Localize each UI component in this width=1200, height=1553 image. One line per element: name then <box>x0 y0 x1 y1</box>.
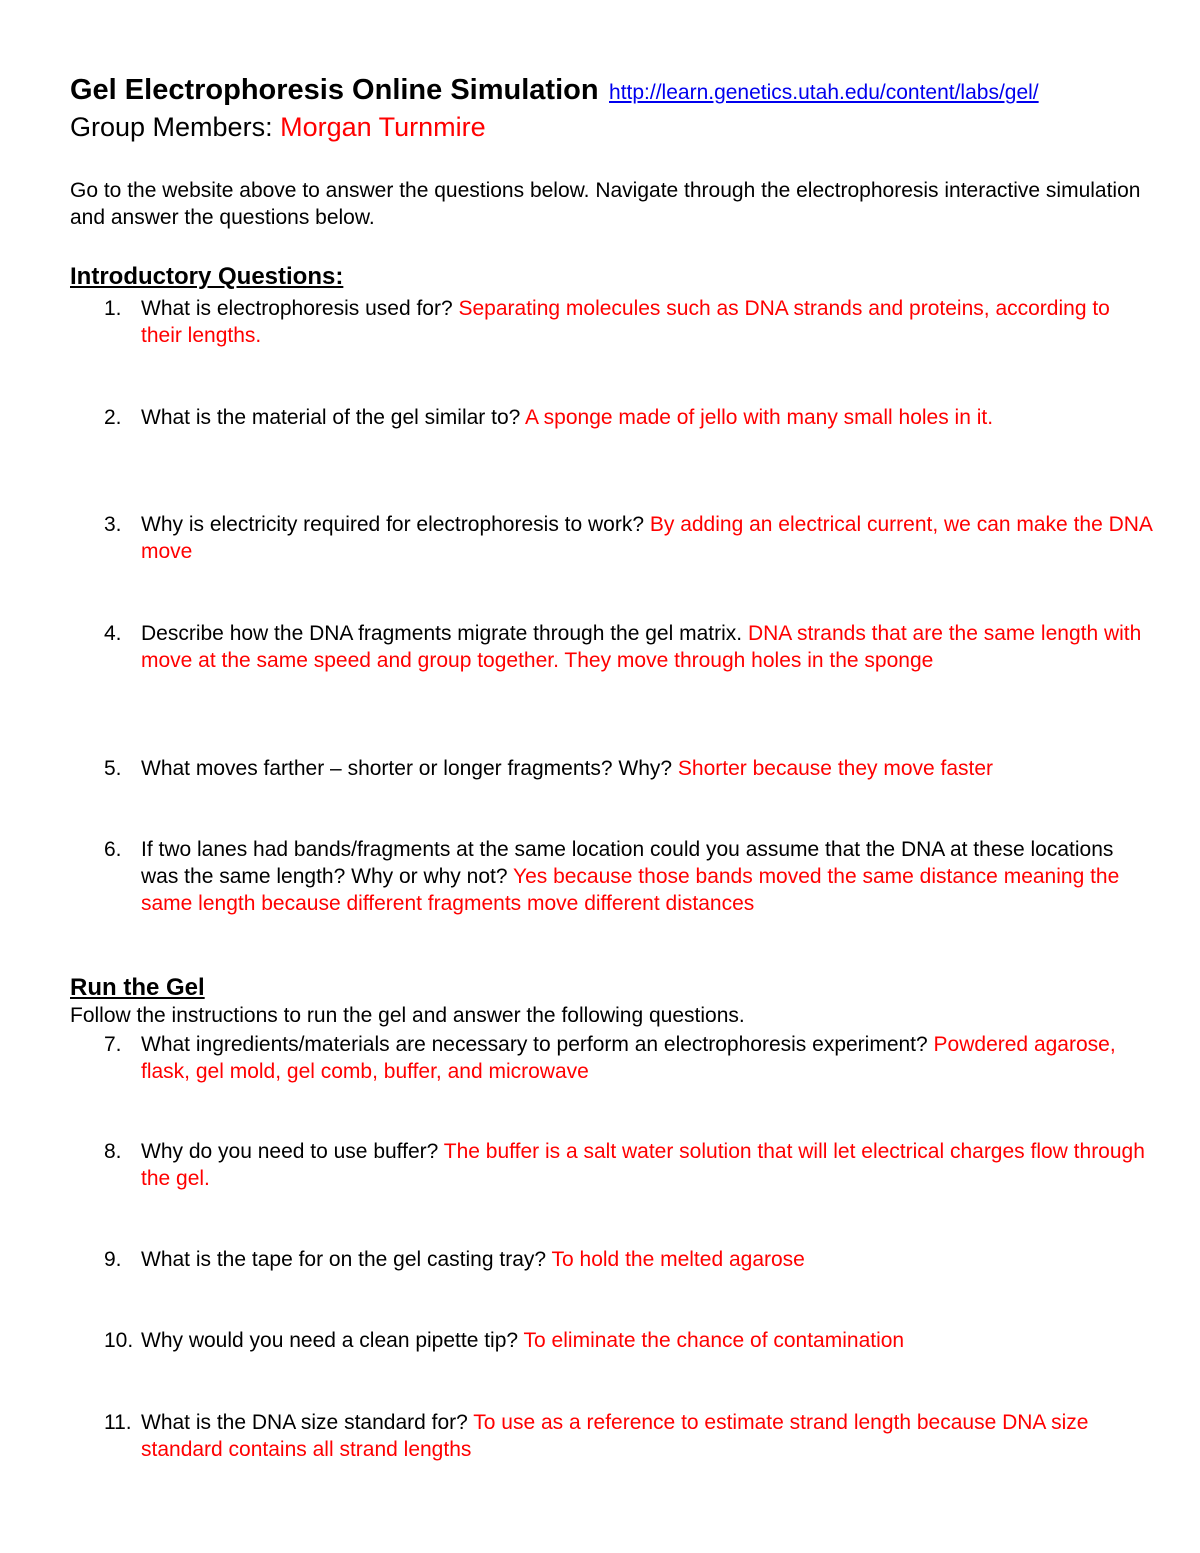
run-gel-instruction: Follow the instructions to run the gel and answer the following questions. <box>70 1004 745 1027</box>
answer-text: Shorter because they move faster <box>677 757 994 780</box>
answer-text: A sponge made of jello with many small holes in it. <box>525 406 994 429</box>
answer-text: Powdered agarose, flask, gel mold, gel comb, buffer, and microwave <box>141 1033 1116 1083</box>
title-line <box>70 72 1039 113</box>
group-member-name: Morgan Turnmire <box>280 112 486 142</box>
question-item <box>104 511 1154 565</box>
question-text: What moves farther – shorter or longer fragments? Why? <box>141 757 678 780</box>
group-members-line <box>70 110 486 144</box>
answer-text: DNA strands that are the same length with move at the same speed and group together. They move through holes in the sponge <box>141 622 1142 672</box>
question-item <box>104 295 1154 349</box>
question-item <box>104 1327 1154 1354</box>
question-number: 1. <box>104 297 122 320</box>
answer-text: Separating molecules such as DNA strands and proteins, according to their lengths. <box>141 297 1110 347</box>
question-number: 4. <box>104 622 122 645</box>
question-text: Why is electricity required for electrophoresis to work? <box>141 513 650 536</box>
question-number: 8. <box>104 1140 122 1163</box>
question-number: 11. <box>104 1411 132 1434</box>
question-item <box>104 836 1154 917</box>
answer-text: By adding an electrical current, we can make the DNA move <box>141 513 1152 563</box>
question-text: What ingredients/materials are necessary to perform an electrophoresis experiment? <box>141 1033 934 1056</box>
question-number: 2. <box>104 406 122 429</box>
intro-paragraph: Go to the website above to answer the questions below. Navigate through the electrophoresis interactive simulation and answer the questions below. <box>70 179 1141 229</box>
question-item <box>104 1246 1154 1273</box>
question-text: What is the material of the gel similar to? <box>141 406 525 429</box>
answer-text: The buffer is a salt water solution that will let electrical charges flow through the gel. <box>141 1140 1145 1190</box>
answer-text: To use as a reference to estimate strand length because DNA size standard contains all strand lengths <box>141 1411 1089 1461</box>
answer-text: Yes because those bands moved the same distance meaning the same length because different fragments move different distances <box>141 865 1120 915</box>
question-number: 3. <box>104 513 122 536</box>
group-members-label: Group Members: <box>70 112 281 142</box>
question-text: If two lanes had bands/fragments at the same location could you assume that the DNA at these locations was the same length? Why or why not? <box>141 838 1114 888</box>
question-number: 9. <box>104 1248 122 1271</box>
question-item <box>104 1409 1154 1463</box>
question-item <box>104 620 1154 674</box>
question-text: Describe how the DNA fragments migrate through the gel matrix. <box>141 622 748 645</box>
question-number: 10. <box>104 1329 134 1352</box>
section-heading-introductory: Introductory Questions: <box>70 263 344 290</box>
question-number: 5. <box>104 757 122 780</box>
question-text: What is the DNA size standard for? <box>141 1411 474 1434</box>
question-text: Why would you need a clean pipette tip? <box>141 1329 524 1352</box>
question-number: 7. <box>104 1033 122 1056</box>
document-title: Gel Electrophoresis Online Simulation <box>70 74 599 106</box>
question-number: 6. <box>104 838 122 861</box>
question-item <box>104 755 1154 782</box>
question-text: What is electrophoresis used for? <box>141 297 459 320</box>
question-text: Why do you need to use buffer? <box>141 1140 444 1163</box>
question-item <box>104 1031 1154 1085</box>
question-item <box>104 1138 1154 1192</box>
answer-text: To eliminate the chance of contamination <box>523 1329 905 1352</box>
simulation-link[interactable]: http://learn.genetics.utah.edu/content/labs/gel/ <box>609 81 1039 104</box>
question-text: What is the tape for on the gel casting tray? <box>141 1248 552 1271</box>
section-heading-run-the-gel: Run the Gel <box>70 974 205 1001</box>
question-item <box>104 404 1154 431</box>
answer-text: To hold the melted agarose <box>551 1248 805 1271</box>
